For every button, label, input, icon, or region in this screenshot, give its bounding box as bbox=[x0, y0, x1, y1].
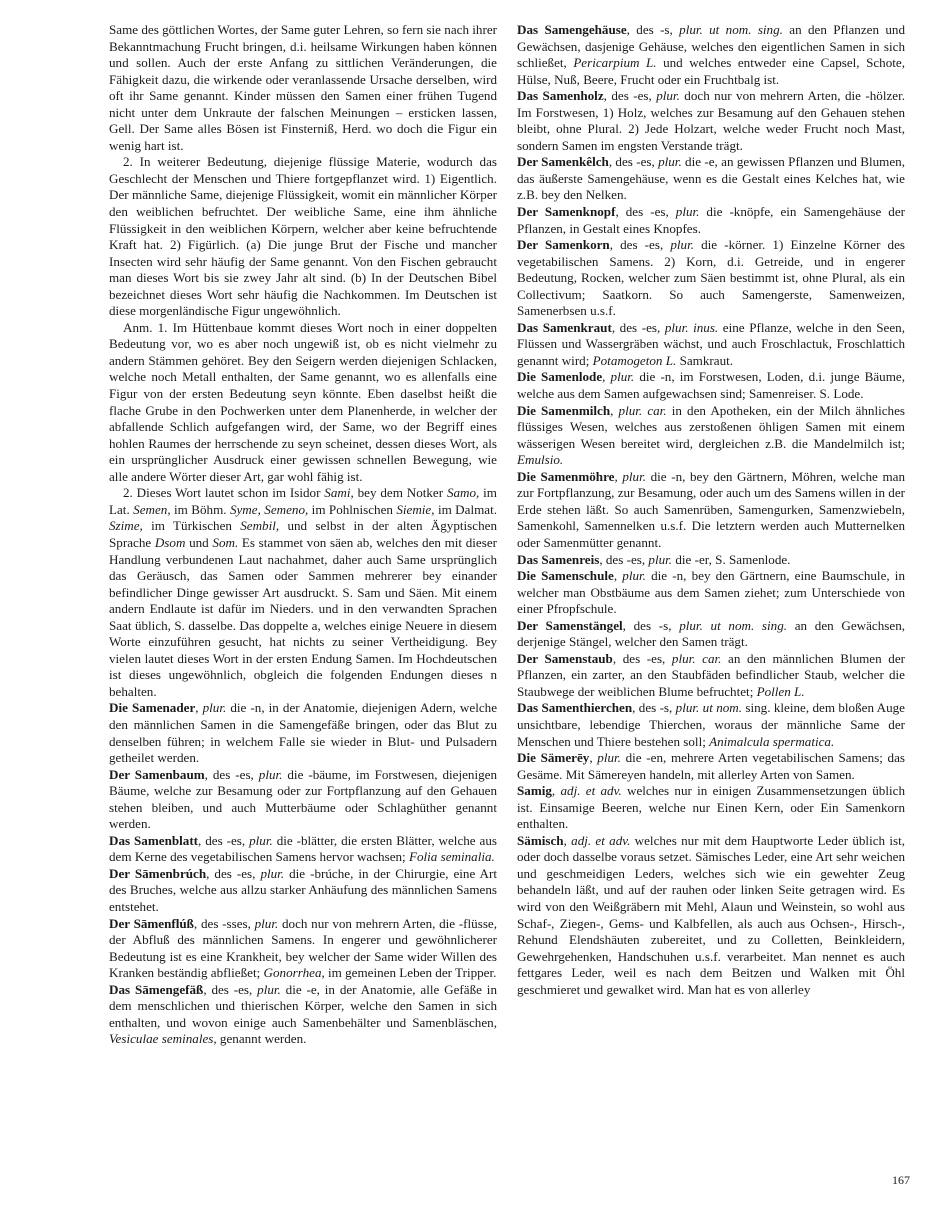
body-text: , des -es, bbox=[203, 981, 258, 997]
body-text: , bbox=[551, 783, 561, 799]
body-text: , des -s, bbox=[622, 617, 680, 633]
headword: Die Samenlode bbox=[517, 369, 603, 385]
italic-text: plur. bbox=[258, 766, 283, 782]
italic-text: plur. car. bbox=[671, 650, 722, 666]
body-text: die -en, mehrere Arten vegetabilischen Samens; das Gesäme. Mit Sämereyen handeln, mit allerley Arten von Samen. bbox=[517, 750, 905, 782]
entry-paragraph bbox=[109, 833, 497, 866]
entry-paragraph bbox=[109, 700, 497, 766]
headword: Das Samenholz bbox=[517, 88, 604, 104]
body-text: die -n, bey den Gärtnern, eine Baumschule, in welcher man Obstbäume aus dem Samen ziehet; zum Unterschiede von einer Pfropfschule. bbox=[517, 568, 905, 617]
italic-text: plur. ut nom. sing. bbox=[679, 22, 783, 37]
headword: Das Sāmengefäß bbox=[109, 981, 204, 997]
headword: Sämisch bbox=[517, 832, 564, 848]
entry-paragraph bbox=[517, 403, 905, 469]
italic-text: plur. bbox=[597, 750, 621, 766]
italic-text: plur. bbox=[656, 88, 680, 104]
body-text: 2. In weiterer Bedeutung, diejenige flüssige Materie, wodurch das Geschlecht der Menschen und Thiere fortgepflanzet wird. 1) Eigentlich. Der männliche Same, diejenige Flüssigkeit, womit ein männlicher Körper den weiblichen befruchtet. Der weibliche Same, eine ihm ähnliche Flüssigkeit in den weiblichen Körpern, welcher aber keine befruchtende Kraft hat. 2) Figürlich. (a) Die junge Brut der Fische und mancher Insecten wird sehr häufig der Same genannt. Von den Fischen gebraucht man dieses Wort bis sie zwey Jahr alt sind. (b) In der Deutschen Bibel bezeichnet dieses Wort sehr häufig die Nachkommen. Im Deutschen ist diese morgenländische Figur ungewöhnlich. bbox=[109, 154, 497, 319]
italic-text: Pollen L. bbox=[756, 683, 805, 699]
entry-paragraph bbox=[109, 916, 497, 982]
entry-paragraph bbox=[517, 369, 905, 402]
italic-text: plur. bbox=[202, 700, 227, 716]
italic-text: Semen, bbox=[133, 501, 171, 517]
right-column bbox=[517, 22, 905, 998]
italic-text: adj. et adv. bbox=[571, 832, 631, 848]
body-text: im Böhm. bbox=[170, 501, 230, 517]
body-text: , des -es, bbox=[204, 766, 259, 782]
headword: Das Samengehäuse bbox=[517, 22, 627, 37]
italic-text: Syme, Semeno, bbox=[229, 501, 309, 517]
italic-text: plur. bbox=[675, 204, 700, 220]
italic-text: plur. bbox=[610, 369, 635, 385]
body-text: an den Gewächsen, derjenige Stängel, welcher den Samen trägt. bbox=[517, 617, 906, 650]
italic-text: Samo, bbox=[446, 485, 480, 501]
italic-text: Pericarpium L. bbox=[573, 55, 657, 71]
body-text: im Türkischen bbox=[142, 518, 241, 534]
body-text: Anm. 1. Im Hüttenbaue kommt dieses Wort noch in einer doppelten Bedeutung vor, wo es aber noch ungewiß ist, ob es nicht vielmehr zu andern Stämmen gehöret. Bey den Seigern werden diejenigen Schlacken, welche noch Metall enthalten, der Same genannt, wo es allenfalls eine Figur von der ersten Bedeutung seyn könnte. Eben daselbst heißt die flache Grube in den Pochwerken unter dem Planenherde, in welcher der abfallende Schlich aufgefangen wird, der Same, wo der Begriff eines hohlen Raumes der herrschende zu seyn scheinet, dessen dieses Wort, als ein ursprünglicher Ausdruck einer gewissen schnellen Bewegung, wie alle andere Wörter dieser Art, gar wohl fähig ist. bbox=[109, 319, 497, 484]
body-text: die -e, in der Anatomie, alle Gefäße in dem menschlichen und thierischen Körper, welche den Samen in sich enthalten, und wovon einige auch Samenbehälter und Samenbläschen, bbox=[109, 981, 497, 1030]
headword: Der Samenstängel bbox=[517, 617, 623, 633]
body-text: , des -es, bbox=[611, 319, 665, 335]
entry-paragraph bbox=[517, 700, 905, 750]
body-text: genannt werden. bbox=[216, 1031, 307, 1047]
italic-text: plur. car. bbox=[618, 402, 667, 418]
entry-paragraph bbox=[109, 22, 497, 154]
headword: Der Samenkorn bbox=[517, 237, 610, 253]
body-text: , bbox=[614, 468, 623, 484]
entry-paragraph bbox=[109, 982, 497, 1048]
headword: Die Sämerēy bbox=[517, 750, 590, 766]
italic-text: Som. bbox=[212, 534, 239, 550]
body-text: die -n, im Forstwesen, Loden, d.i. junge Bäume, welche aus dem Samen aufgewachsen sind; Samenreiser. S. Lode. bbox=[517, 369, 906, 402]
entry-paragraph bbox=[517, 568, 905, 618]
body-text: , des -es, bbox=[615, 204, 676, 220]
italic-text: Potamogeton L. bbox=[592, 352, 677, 368]
body-text: Same des göttlichen Wortes, der Same guter Lehren, so fern sie nach ihrer Bekanntmachung Frucht bringen, d.i. heilsame Wirkungen haben können und sollen. Auch der erste Anfang zu sittlichen Veränderungen, die Fähigkeit dazu, die wirkende oder veranlassende Ursache derselben, wird oft ihr Same genannt. Kinder müssen den Samen einer frühen Tugend nicht unter dem Unkraute der falschen Meinungen – ersticken lassen, Gell. Der Same alles Bösen ist Finsterniß, Herd. wo doch die Figur ein wenig hart ist. bbox=[109, 22, 497, 153]
body-text: an den männlichen Blumen der Pflanzen, ein zarter, an den Staubfäden befindlicher Staub, welcher die Staubwege der weiblichen Blume befruchtet; bbox=[517, 650, 905, 699]
italic-text: Sami, bbox=[324, 485, 354, 501]
italic-text: Szime, bbox=[109, 518, 143, 534]
italic-text: Gonorrhea, bbox=[263, 965, 325, 981]
body-text: , des -es, bbox=[609, 237, 671, 253]
body-text: die -n, bey den Gärtnern, Möhren, welche man zur Fortpflanzung, zur Besamung, oder auch um des Samens willen in der Erde stehen läßt. So auch Samenrüben, Samengurken, Samenzwiebeln, Samenkohl, Samennelken u.s.f. Die letztern werden auch Mutternelken oder Samenmütter genannt. bbox=[517, 468, 906, 550]
body-text: Es stammet von säen ab, welches den mit dieser Handlung verbundenen Laut nachahmet, daher auch Same ursprünglich das Geräusch, das Samen oder Sammen mehrerer bey einander befindlicher Dinge gewisser Art ausdruckt. S. Sam und Säen. Mit einem andern Endlaute ist dafür im Nieders. und in den verwandten Sprachen Saat üblich, S. dasselbe. Das doppelte a, welches einige Neuere in diesem Worte einzuführen gesucht, hat nichts zu seiner Vertheidigung. Bey vielen lautet dieses Wort in der ersten Endung Samen. Im Hochdeutschen ist dieses ungewöhnlich, obgleich die folgenden Endungen dieses n behalten. bbox=[109, 534, 498, 699]
headword: Der Samenknopf bbox=[517, 204, 616, 220]
italic-text: plur. ut nom. sing. bbox=[679, 617, 788, 633]
entry-paragraph bbox=[517, 237, 905, 320]
body-text: Samkraut. bbox=[676, 352, 734, 368]
body-text: 2. Dieses Wort lautet schon im Isidor bbox=[123, 485, 325, 501]
body-text: im Pohlnischen bbox=[308, 501, 397, 517]
body-text: , des -es, bbox=[608, 154, 659, 170]
body-text: die -n, in der Anatomie, diejenigen Adern, welche den männlichen Samen in die Samengefäße bringen, oder das Blut zu denselben führen; in welchem Falle sie wieder in Blut- und Pulsadern getheilet werden. bbox=[109, 700, 498, 766]
italic-text: Vesiculae seminales, bbox=[109, 1031, 217, 1047]
entry-paragraph bbox=[517, 651, 905, 701]
body-text: und selbst in der alten Ägyptischen Sprache bbox=[109, 518, 497, 550]
italic-text: Sembil, bbox=[240, 518, 280, 534]
headword: Das Samenthierchen bbox=[517, 700, 633, 716]
italic-text: plur. bbox=[249, 832, 273, 848]
headword: Das Samenreis bbox=[517, 551, 600, 567]
headword: Der Samenbaum bbox=[109, 766, 205, 782]
body-text: doch nur von mehrern Arten, die -hölzer. Im Forstwesen, 1) Holz, welches zur Besamung auf den Gehauen stehen bleibt, ohne Plural. 2) Jede Holzart, welche weder Frucht noch Mast, sondern Samen im engsten Verstande trägt. bbox=[517, 88, 906, 153]
entry-paragraph bbox=[517, 320, 905, 370]
italic-text: Animalcula spermatica. bbox=[709, 733, 835, 749]
body-text: eine Pflanze, welche in den Seen, Flüssen und Wassergräben wächst, und auch Froschlactuk, Froschlattich genannt wird; bbox=[517, 319, 905, 368]
entry-paragraph bbox=[517, 88, 905, 154]
body-text: die -brúche, in der Chirurgie, eine Art des Bruches, welche aus allzu starker Anhäufung des männlichen Samens entstehet. bbox=[109, 865, 498, 914]
headword: Der Sāmenflúß bbox=[109, 915, 194, 931]
body-text: sing. kleine, dem bloßen Auge unsichtbare, lebendige Thierchen, woraus der männliche Same der Menschen und Thiere bestehen soll; bbox=[517, 700, 905, 749]
body-text: die -blätter, die ersten Blätter, welche aus dem Kerne des vegetabilischen Samens hervor wachsen; bbox=[109, 832, 497, 865]
headword: Die Samenschule bbox=[517, 568, 614, 584]
entry-paragraph bbox=[517, 469, 905, 552]
body-text: die -er, S. Samenlode. bbox=[672, 551, 791, 567]
entry-paragraph bbox=[109, 154, 497, 319]
left-column bbox=[109, 22, 497, 1048]
body-text: und welches entweder eine Capsel, Schote, Hülse, Nuß, Beere, Frucht oder ein Fruchtbalg ist. bbox=[517, 55, 905, 87]
headword: Die Samenader bbox=[109, 700, 196, 716]
body-text: , des -s, bbox=[626, 22, 680, 37]
italic-text: plur. bbox=[257, 981, 281, 997]
entry-paragraph bbox=[517, 552, 905, 569]
italic-text: plur. ut nom. bbox=[675, 700, 743, 716]
body-text: im Dalmat. bbox=[434, 501, 497, 517]
entry-paragraph bbox=[517, 750, 905, 783]
body-text: , des -es, bbox=[603, 88, 657, 104]
body-text: welches nur mit dem Hauptworte Leder üblich ist, oder doch dasselbe voraus setzet. Sämisches Leder, eine Art sehr weichen und geschmeidigen Leders, welches sich wie ein gewehter Zeug behandeln läßt, und auf der rauhen oder linken Seite getragen wird. Es wird von den Weißgräbern mit Mehl, Alaun und Weinstein, so wohl aus Schaf-, Ziegen-, Gems- und Kalbfellen, als auch aus Ochsen-, Hirsch-, Rehund Elendshäuten zubereitet, und zu Colletten, Beinkleidern, Gewehrgehenken, Handschuhen u.s.f. verarbeitet. Man nennet es auch fettgares Leder, weil es nach dem Beitzen und Walken mit Öhl geschmieret und gewalket wird. Man hat es von allerley bbox=[517, 832, 905, 997]
body-text: die -knöpfe, ein Samengehäuse der Pflanzen, in Gestalt eines Knopfes. bbox=[517, 204, 905, 236]
italic-text: plur. bbox=[658, 154, 682, 170]
page-number: 167 bbox=[892, 1173, 910, 1187]
body-text: , des -sses, bbox=[193, 915, 255, 931]
entry-paragraph bbox=[109, 485, 497, 700]
body-text: , des -es, bbox=[206, 865, 261, 881]
italic-text: plur. bbox=[648, 551, 673, 567]
headword: Der Samenstaub bbox=[517, 650, 613, 666]
body-text: die -körner. 1) Einzelne Körner des vegetabilischen Samens. 2) Korn, d.i. Getreide, und in engerer Bedeutung, Rocken, welcher zum Säen bestimmt ist, ohne Plural, als ein Collectivum; Saatkorn. So auch Samengerste, Samenweizen, Samenerbsen u.s.f. bbox=[517, 237, 906, 319]
entry-paragraph bbox=[109, 320, 497, 485]
body-text: , des -es, bbox=[599, 551, 649, 567]
entry-paragraph bbox=[517, 154, 905, 204]
italic-text: plur. bbox=[670, 237, 694, 253]
italic-text: plur. bbox=[622, 468, 647, 484]
body-text: , des -es, bbox=[198, 832, 250, 848]
headword: Die Samenmöhre bbox=[517, 468, 615, 484]
body-text: die -bäume, im Forstwesen, diejenigen Bäume, welche zur Besamung oder zur Fortpflanzung auf den Gehauen stehen bleiben, und auch Mutterbäume oder Schlaghüther genannt werden. bbox=[109, 766, 497, 832]
body-text: , des -s, bbox=[632, 700, 676, 716]
entry-paragraph bbox=[517, 22, 905, 88]
italic-text: plur. inus. bbox=[664, 319, 719, 335]
italic-text: plur. bbox=[260, 865, 285, 881]
body-text: die -e, an gewissen Pflanzen und Blumen, das äußerste Samengehäuse, wenn es die Gestalt eines Kelches hat, wie z.B. bey den Nelken. bbox=[517, 154, 905, 203]
entry-paragraph bbox=[109, 767, 497, 833]
entry-paragraph bbox=[109, 866, 497, 916]
body-text: welches nur in einigen Zusammensetzungen üblich ist. Einsamige Beeren, welche nur Einen Kern, oder Ein Samenkorn enthalten. bbox=[517, 783, 905, 832]
body-text: bey dem Notker bbox=[353, 485, 447, 501]
body-text: , bbox=[610, 402, 619, 418]
headword: Die Samenmilch bbox=[517, 402, 611, 418]
entry-paragraph bbox=[517, 783, 905, 833]
italic-text: plur. bbox=[622, 568, 646, 584]
headword: Das Samenkraut bbox=[517, 319, 612, 335]
headword: Der Sāmenbrúch bbox=[109, 865, 207, 881]
italic-text: Siemie, bbox=[396, 501, 435, 517]
body-text: doch nur von mehrern Arten, die -flüsse, der Abfluß des männlichen Samens. In engerer und gewöhnlicherer Bedeutung ist es eine Krankheit, bey welcher der Same wider Willen des Kranken beständig abfließet; bbox=[109, 915, 498, 981]
body-text: , bbox=[589, 750, 598, 766]
body-text: und bbox=[185, 534, 213, 550]
headword: Der Samenkêlch bbox=[517, 154, 609, 170]
entry-paragraph bbox=[517, 204, 905, 237]
body-text: , bbox=[613, 568, 623, 584]
body-text: , bbox=[563, 832, 572, 848]
body-text: , bbox=[602, 369, 611, 385]
italic-text: adj. et adv. bbox=[560, 783, 622, 799]
body-text: , bbox=[195, 700, 203, 716]
body-text: , des -es, bbox=[612, 650, 672, 666]
italic-text: Folia seminalia. bbox=[408, 849, 495, 865]
body-text: im gemeinen Leben der Tripper. bbox=[324, 965, 497, 981]
entry-paragraph bbox=[517, 833, 905, 998]
headword: Samig bbox=[517, 783, 552, 799]
body-text: in den Apotheken, ein der Milch ähnliches flüssiges Wesen, welches aus zerstoßenen öhligen Samen mit einem wässerigen Wesen bereitet wird, dergleichen z.B. die Mandelmilch ist; bbox=[517, 402, 906, 451]
italic-text: Emulsio. bbox=[517, 452, 564, 468]
body-text: im Lat. bbox=[109, 485, 497, 517]
body-text: an den Pflanzen und Gewächsen, dasjenige Gehäuse, welches den eigentlichen Samen in sich schließet, bbox=[517, 22, 905, 71]
italic-text: plur. bbox=[254, 915, 279, 931]
headword: Das Samenblatt bbox=[109, 832, 199, 848]
entry-paragraph bbox=[517, 618, 905, 651]
italic-text: Dsom bbox=[154, 534, 186, 550]
